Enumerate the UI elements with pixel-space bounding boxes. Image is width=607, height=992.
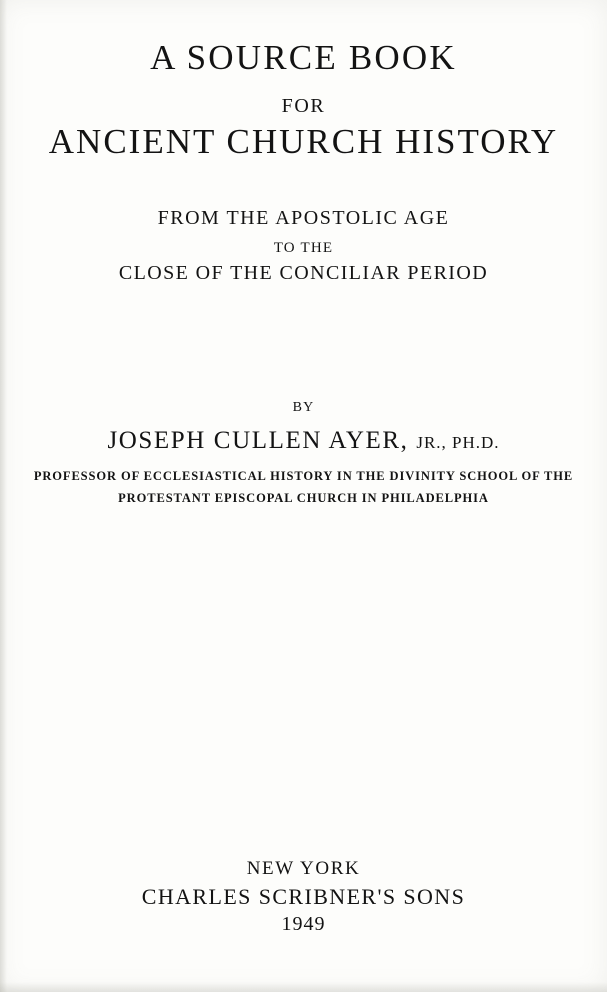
subtitle-line-1: FROM THE APOSTOLIC AGE [157,207,450,229]
imprint-publisher: CHARLES SCRIBNER'S SONS [141,884,466,909]
author-credentials [0,466,607,510]
author-credentials-line-1: PROFESSOR OF ECCLESIASTICAL HISTORY IN THE DIVINITY SCHOOL OF THE [33,469,574,483]
imprint-year: 1949 [281,913,326,935]
book-title-line-1: A SOURCE BOOK [150,38,457,77]
subtitle-line-3: CLOSE OF THE CONCILIAR PERIOD [118,262,489,284]
page-edge-shadow-bottom [0,982,607,992]
author-name-suffix: JR., PH.D. [416,433,500,452]
byline-label: BY [292,400,315,415]
author-credentials-line-2: PROTESTANT EPISCOPAL CHURCH IN PHILADELPHIA [118,490,489,505]
subtitle-line-2: TO THE [273,240,334,256]
author-name-main: JOSEPH CULLEN AYER, [107,427,409,454]
author-name [0,427,607,455]
book-title-connector: FOR [281,95,326,117]
book-title-line-2: ANCIENT CHURCH HISTORY [48,122,559,161]
imprint-city: NEW YORK [246,858,361,879]
